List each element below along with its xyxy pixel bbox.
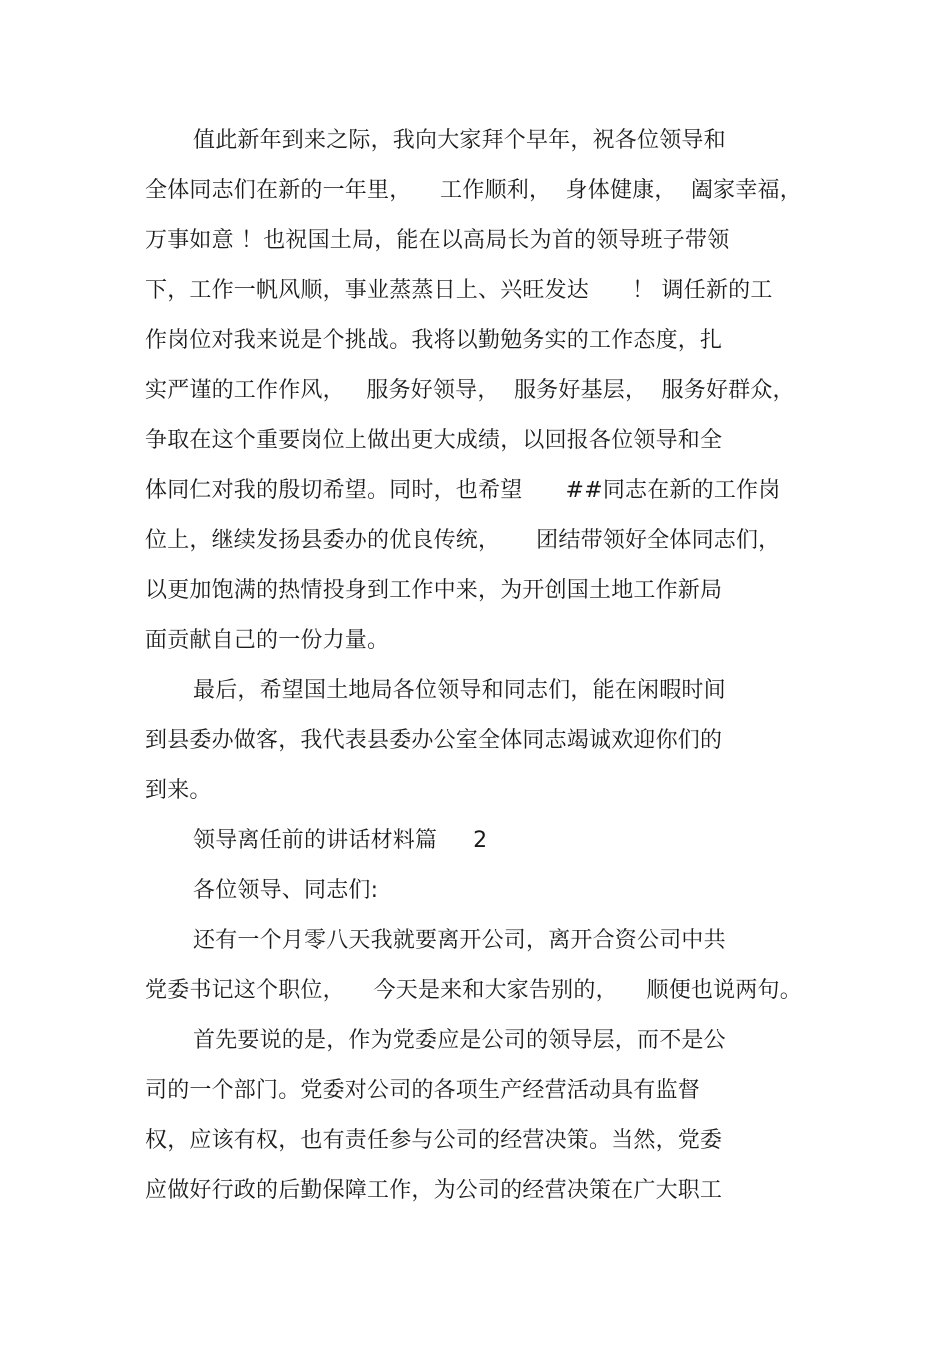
paragraph-line: 司的一个部门。党委对公司的各项生产经营活动具有监督 xyxy=(145,1078,701,1103)
section-title: 领导离任前的讲话材料篇 2 xyxy=(193,828,488,853)
paragraph-line: 作岗位对我来说是个挑战。我将以勤勉务实的工作态度，扎 xyxy=(145,328,723,353)
paragraph-line: 首先要说的是，作为党委应是公司的领导层，而不是公 xyxy=(193,1028,726,1053)
paragraph-line: 权，应该有权，也有责任参与公司的经营决策。当然，党委 xyxy=(145,1128,723,1153)
paragraph-line: 争取在这个重要岗位上做出更大成绩，以回报各位领导和全 xyxy=(145,428,723,453)
paragraph-line: 最后，希望国土地局各位领导和同志们，能在闲暇时间 xyxy=(193,678,726,703)
paragraph-line: 以更加饱满的热情投身到工作中来，为开创国土地工作新局 xyxy=(145,578,723,603)
salutation: 各位领导、同志们: xyxy=(193,878,379,903)
paragraph-line: 到来。 xyxy=(145,778,212,803)
paragraph-line: 实严谨的工作作风， 服务好领导， 服务好基层， 服务好群众， xyxy=(145,378,795,403)
paragraph-line: 位上，继续发扬县委办的优良传统， 团结带领好全体同志们， xyxy=(145,528,781,553)
paragraph-line: 万事如意 ！也祝国土局，能在以高局长为首的领导班子带领 xyxy=(145,228,730,253)
paragraph-line: 下，工作一帆风顺，事业蒸蒸日上、兴旺发达 ！ 调任新的工 xyxy=(145,278,773,303)
paragraph-line: 到县委办做客，我代表县委办公室全体同志竭诚欢迎你们的 xyxy=(145,728,723,753)
paragraph-line: 还有一个月零八天我就要离开公司，离开合资公司中共 xyxy=(193,928,726,953)
paragraph-line: 值此新年到来之际，我向大家拜个早年，祝各位领导和 xyxy=(193,128,726,153)
paragraph-line: 面贡献自己的一份力量。 xyxy=(145,628,390,653)
paragraph-line: 党委书记这个职位， 今天是来和大家告别的， 顺便也说两句。 xyxy=(145,978,802,1003)
paragraph-line: 全体同志们在新的一年里， 工作顺利， 身体健康， 阖家幸福， xyxy=(145,178,802,203)
paragraph-line: 体同仁对我的殷切希望。同时，也希望 ##同志在新的工作岗 xyxy=(145,478,781,503)
paragraph-line: 应做好行政的后勤保障工作，为公司的经营决策在广大职工 xyxy=(145,1178,723,1203)
